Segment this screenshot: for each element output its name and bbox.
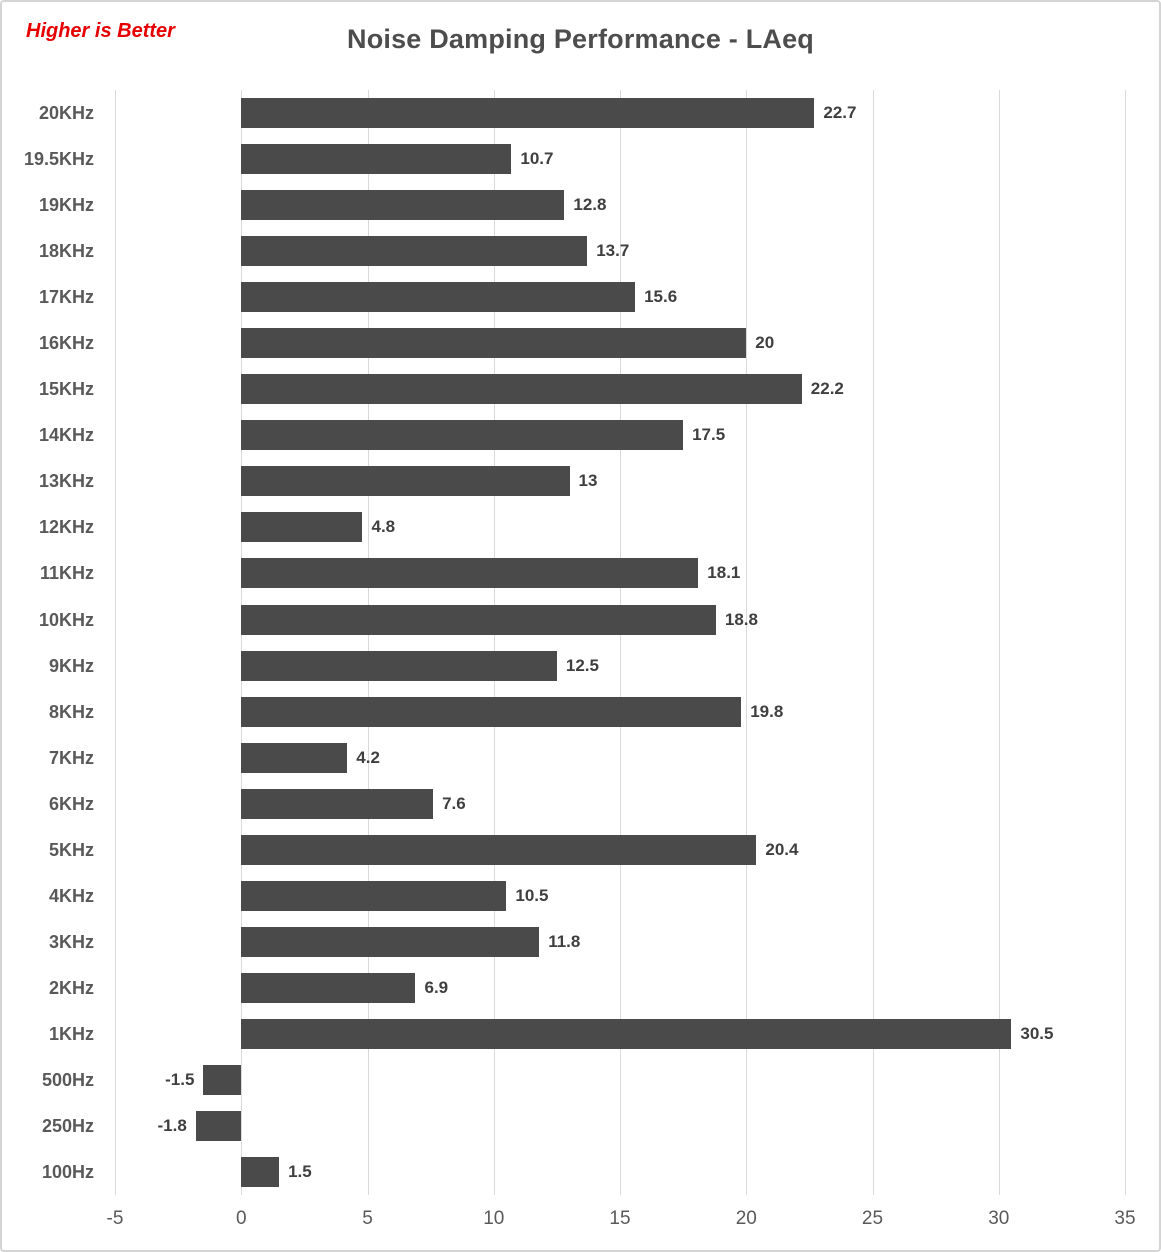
bar-4khz [241,881,506,911]
value-label-5khz: 20.4 [765,839,799,859]
category-label-18khz: 18KHz [38,241,94,262]
bar-15khz [241,374,802,404]
category-label-500hz: 500Hz [41,1069,94,1090]
category-label-7khz: 7KHz [48,747,94,768]
value-label-6khz: 7.6 [442,793,466,813]
bar-16khz [241,328,746,358]
category-label-19khz: 19KHz [38,195,94,216]
value-label-500hz: -1.5 [165,1069,195,1089]
value-label-7khz: 4.2 [356,747,380,767]
category-label-13khz: 13KHz [38,471,94,492]
value-label-11khz: 18.1 [707,563,741,583]
bar-12khz [241,512,362,542]
bar-1khz [241,1019,1011,1049]
category-label-100hz: 100Hz [41,1162,94,1182]
bar-11khz [241,558,698,588]
value-label-250hz: -1.8 [157,1115,187,1135]
x-tick-label--5: -5 [106,1208,124,1229]
category-label-20khz: 20KHz [38,103,94,123]
category-label-10khz: 10KHz [38,609,94,630]
gridline-x-35 [1125,90,1126,1195]
value-label-3khz: 11.8 [548,931,581,951]
x-tick-label-15: 15 [609,1208,631,1229]
value-label-8khz: 19.8 [750,701,784,721]
bar-6khz [241,789,433,819]
higher-is-better-note: Higher is Better [26,20,175,42]
value-label-1khz: 30.5 [1020,1023,1054,1043]
category-label-3khz: 3KHz [48,931,94,952]
x-tick-label-20: 20 [735,1208,757,1229]
x-tick-label-30: 30 [988,1208,1010,1229]
bar-7khz [241,743,347,773]
category-label-15khz: 15KHz [38,379,94,400]
bar-10khz [241,605,716,635]
category-label-2khz: 2KHz [48,977,94,998]
category-label-14khz: 14KHz [38,425,94,446]
bar-20khz [241,98,814,128]
category-label-6khz: 6KHz [48,793,94,814]
x-tick-label-35: 35 [1114,1208,1136,1229]
bar-19khz [241,190,564,220]
chart-title: Noise Damping Performance - LAeq [347,24,814,54]
value-label-18khz: 13.7 [596,241,630,261]
value-label-14khz: 17.5 [692,425,726,445]
x-tick-label-10: 10 [483,1208,505,1229]
bar-18khz [241,236,587,266]
value-label-20khz: 22.7 [823,103,857,122]
category-label-12khz: 12KHz [38,517,94,538]
category-label-16khz: 16KHz [38,333,94,354]
bar-17khz [241,282,635,312]
category-label-250hz: 250Hz [41,1115,94,1136]
value-label-19.5khz: 10.7 [520,149,554,169]
bar-9khz [241,651,557,681]
value-label-15khz: 22.2 [810,379,844,399]
value-label-17khz: 15.6 [644,287,678,307]
category-label-19.5khz: 19.5KHz [23,149,94,170]
bar-100hz [241,1157,279,1187]
value-label-4khz: 10.5 [515,885,549,905]
category-label-1khz: 1KHz [48,1023,94,1044]
category-label-4khz: 4KHz [48,885,94,906]
bar-13khz [241,466,569,496]
bar-3khz [241,927,539,957]
value-label-2khz: 6.9 [424,977,449,997]
bar-250hz [196,1111,242,1141]
x-tick-label-0: 0 [236,1208,247,1229]
bar-14khz [241,420,683,450]
bar-8khz [241,697,741,727]
category-label-11khz: 11KHz [39,563,94,584]
value-label-100hz: 1.5 [288,1162,312,1181]
category-label-5khz: 5KHz [48,839,94,860]
bar-500hz [203,1065,241,1095]
value-label-10khz: 18.8 [724,609,758,629]
value-label-19khz: 12.8 [573,195,607,215]
gridline-x--5 [115,90,116,1195]
bar-2khz [241,973,415,1003]
value-label-12khz: 4.8 [371,517,396,537]
category-label-8khz: 8KHz [48,701,94,722]
x-tick-label-5: 5 [362,1208,373,1229]
x-tick-label-25: 25 [861,1208,884,1229]
bar-5khz [241,835,756,865]
plot-area [115,90,1125,1195]
bar-19.5khz [241,144,511,174]
value-label-16khz: 20 [755,333,775,353]
value-label-9khz: 12.5 [565,655,599,675]
category-label-17khz: 17KHz [38,287,94,308]
value-label-13khz: 13 [578,471,598,491]
category-label-9khz: 9KHz [48,655,94,676]
